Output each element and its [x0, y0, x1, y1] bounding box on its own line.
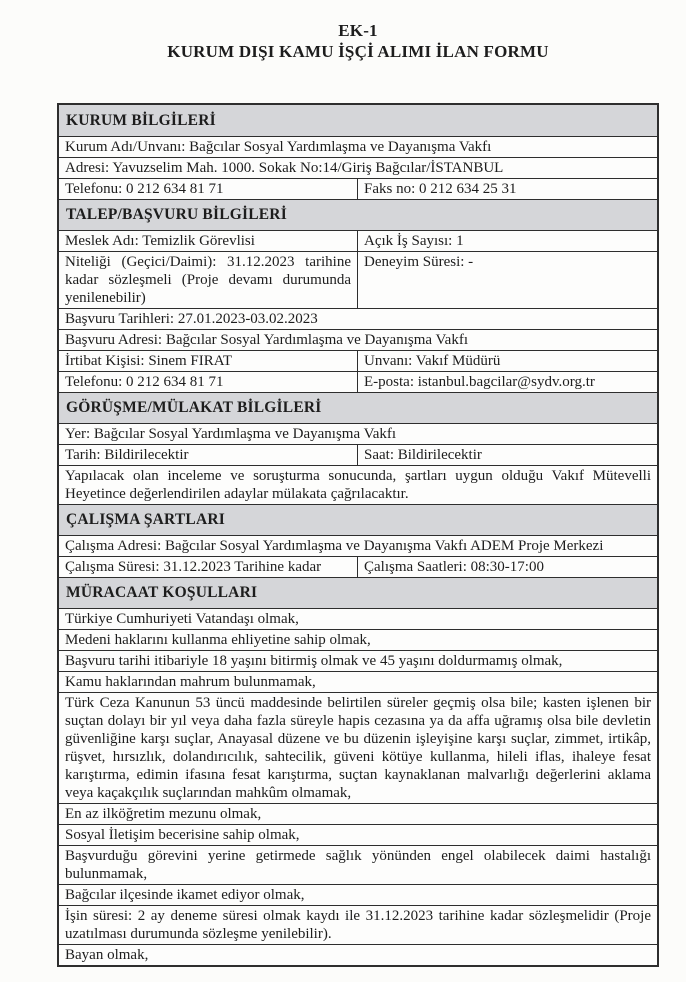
table-cell: Adresi: Yavuzselim Mah. 1000. Sokak No:14/Giriş Bağcılar/İSTANBUL: [65, 160, 504, 176]
table-row: [59, 330, 657, 351]
section-header: [59, 105, 657, 137]
table-cell: Başvuru Adresi: Bağcılar Sosyal Yardımlaşma ve Dayanışma Vakfı: [65, 332, 468, 348]
table-cell-left: Meslek Adı: Temizlik Görevlisi: [59, 231, 358, 251]
table-cell: Çalışma Adresi: Bağcılar Sosyal Yardımlaşma ve Dayanışma Vakfı ADEM Proje Merkezi: [65, 538, 604, 554]
table-row: [59, 137, 657, 158]
table-cell-left: Telefonu: 0 212 634 81 71: [59, 372, 358, 392]
section-title: TALEP/BAŞVURU BİLGİLERİ: [66, 206, 287, 223]
table-cell-left: Çalışma Süresi: 31.12.2023 Tarihine kadar: [59, 557, 358, 577]
table-row: [59, 804, 657, 825]
table-cell-right: Deneyim Süresi: -: [364, 254, 474, 270]
table-row: [59, 825, 657, 846]
table-cell: Bayan olmak,: [65, 947, 149, 963]
table-cell: Yapılacak olan inceleme ve soruşturma sonucunda, şartları uygun olduğu Vakıf Mütevelli Heyetince değerlendirilen adaylar mülakata çağrılacaktır.: [65, 468, 651, 502]
section-title: KURUM BİLGİLERİ: [66, 111, 216, 129]
table-cell-right: E-posta: istanbul.bagcilar@sydv.org.tr: [364, 374, 595, 390]
section-header: [59, 504, 657, 536]
section-title: GÖRÜŞME/MÜLAKAT BİLGİLERİ: [66, 399, 322, 416]
table-row: [59, 536, 657, 557]
page-title: [57, 20, 659, 62]
table-cell: Yer: Bağcılar Sosyal Yardımlaşma ve Dayanışma Vakfı: [65, 426, 397, 442]
table-row: [59, 609, 657, 630]
table-row: [59, 158, 657, 179]
table-cell: Medeni haklarını kullanma ehliyetine sahip olmak,: [65, 632, 371, 648]
form-code: EK-1: [338, 21, 378, 40]
table-cell: Başvurduğu görevini yerine getirmede sağlık yönünden engel olabilecek daimi hastalığı bulunmamak,: [65, 848, 651, 882]
table-cell: Türk Ceza Kanunun 53 üncü maddesinde belirtilen süreler geçmiş olsa bile; kasten işlenen bir suçtan dolayı bir yıl veya daha fazla süreyle hapis cezasına ya da affa uğramış olsa bile devletin güvenliğine karşı suçlar, Anayasal düzene ve bu düzenin işleyişine karşı suçlar, zimmet, irtikâp, rüşvet, hırsızlık, dolandırıcılık, sahtecilik, güveni kötüye kullanma, hileli iflas, ihaleye fesat karıştırma, edimin ifasına fesat karıştırma, suçtan kaynaklanan malvarlığı değerlerini aklama veya kaçakçılık suçlarından mahkûm olmamak,: [65, 695, 651, 801]
table-row: [59, 231, 657, 252]
table-cell-left: Niteliği (Geçici/Daimi): 31.12.2023 tarihine kadar sözleşmeli (Proje devamı durumunda yenilenebilir): [59, 252, 358, 308]
table-row: [59, 693, 657, 804]
table-row: [59, 557, 657, 578]
table-cell: Başvuru Tarihleri: 27.01.2023-03.02.2023: [65, 311, 318, 327]
table-row: [59, 424, 657, 445]
table-row: [59, 651, 657, 672]
table-cell: En az ilköğretim mezunu olmak,: [65, 806, 262, 822]
table-cell-right: Unvanı: Vakıf Müdürü: [364, 353, 501, 369]
table-cell: Sosyal İletişim becerisine sahip olmak,: [65, 827, 300, 843]
table-cell: Bağcılar ilçesinde ikamet ediyor olmak,: [65, 887, 305, 903]
section-title: ÇALIŞMA ŞARTLARI: [66, 511, 225, 528]
table-cell-right: Açık İş Sayısı: 1: [364, 233, 464, 249]
table-row: [59, 630, 657, 651]
table-cell: Kurum Adı/Unvanı: Bağcılar Sosyal Yardımlaşma ve Dayanışma Vakfı: [65, 139, 492, 155]
table-cell-right: Saat: Bildirilecektir: [364, 447, 482, 463]
form-title: KURUM DIŞI KAMU İŞÇİ ALIMI İLAN FORMU: [167, 42, 549, 61]
form-table: [57, 103, 659, 967]
table-cell: Kamu haklarından mahrum bulunmamak,: [65, 674, 316, 690]
table-row: [59, 372, 657, 393]
table-row: [59, 351, 657, 372]
table-row: [59, 885, 657, 906]
table-cell: Başvuru tarihi itibariyle 18 yaşını bitirmiş olmak ve 45 yaşını doldurmamış olmak,: [65, 653, 563, 669]
table-row: [59, 466, 657, 505]
table-row: [59, 252, 657, 309]
table-cell-left: İrtibat Kişisi: Sinem FIRAT: [59, 351, 358, 371]
table-cell-left: Telefonu: 0 212 634 81 71: [59, 179, 358, 199]
section-title: MÜRACAAT KOŞULLARI: [66, 584, 258, 601]
table-row: [59, 906, 657, 945]
table-row: [59, 945, 657, 965]
table-cell-left: Tarih: Bildirilecektir: [59, 445, 358, 465]
table-row: [59, 445, 657, 466]
table-cell: İşin süresi: 2 ay deneme süresi olmak kaydı ile 31.12.2023 tarihine kadar sözleşmelidir (Proje uzatılması durumunda sözleşme yenilebilir).: [65, 908, 651, 942]
table-row: [59, 309, 657, 330]
section-header: [59, 199, 657, 231]
table-cell: Türkiye Cumhuriyeti Vatandaşı olmak,: [65, 611, 299, 627]
table-cell-right: Çalışma Saatleri: 08:30-17:00: [364, 559, 544, 575]
table-row: [59, 846, 657, 885]
section-header: [59, 392, 657, 424]
section-header: [59, 577, 657, 609]
table-cell-right: Faks no: 0 212 634 25 31: [364, 181, 517, 197]
table-row: [59, 672, 657, 693]
table-row: [59, 179, 657, 200]
